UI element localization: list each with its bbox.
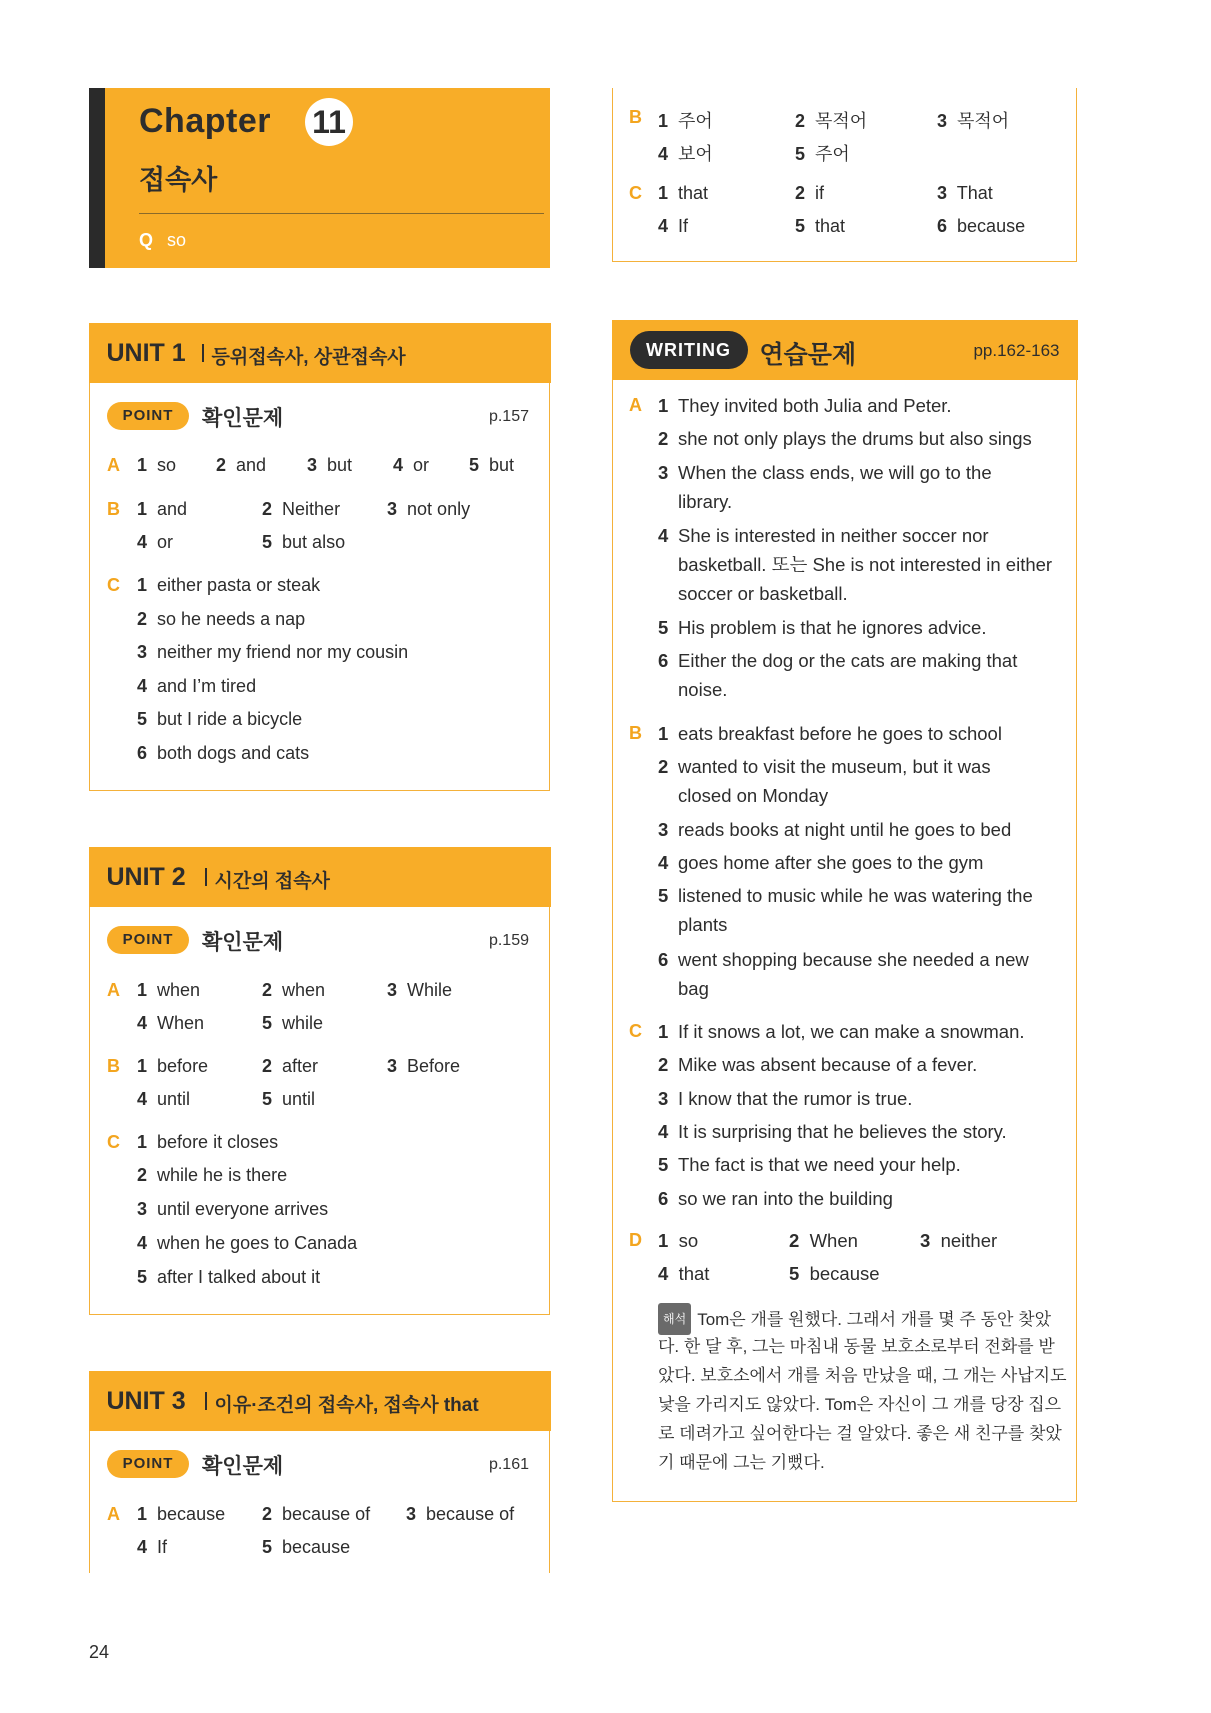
unit3-continuation-box <box>612 88 1077 262</box>
unit2-b-3: 3 Before <box>387 1056 461 1076</box>
unit1-c-2: 2 so he needs a nap <box>137 609 306 629</box>
writing-c-num-4: 4 <box>658 1121 669 1142</box>
unit2-divider <box>205 868 207 886</box>
unit1-c-3: 3 neither my friend nor my cousin <box>137 642 409 662</box>
writing-b-num-6: 6 <box>658 949 669 970</box>
translation-line-6: 기 때문에 그는 기뻤다. <box>658 1453 825 1472</box>
chapter-label: Chapter <box>139 102 271 140</box>
unit1-box <box>89 323 550 791</box>
writing-b-2-line1: wanted to visit the museum, but it was <box>678 756 991 777</box>
translation-line-2: 다. 한 달 후, 그는 마침내 동물 보호소로부터 전화를 받 <box>658 1337 1055 1356</box>
writing-a-4-line2: basketball. 또는 She is not interested in either <box>678 554 1053 575</box>
writing-c-3: I know that the rumor is true. <box>678 1088 913 1109</box>
unit3-a-5: 5 because <box>262 1537 351 1557</box>
unit2-title: UNIT 2 <box>106 863 186 891</box>
unit3-c-6: 6 because <box>937 216 1026 236</box>
writing-b-num-5: 5 <box>658 885 669 906</box>
writing-d-4: 4 that <box>658 1263 710 1284</box>
unit2-c-3: 3 until everyone arrives <box>137 1199 329 1219</box>
unit3-c-1: 1 that <box>658 183 709 203</box>
writing-d-letter: D <box>629 1230 642 1250</box>
chapter-number: 11 <box>305 98 353 146</box>
unit1-c-letter: C <box>107 575 120 595</box>
writing-a-num-4: 4 <box>658 525 669 546</box>
writing-b-num-2: 2 <box>658 756 669 777</box>
unit2-a-letter: A <box>107 980 120 1000</box>
unit1-a-1: 1 so <box>137 455 177 475</box>
unit3-title: UNIT 3 <box>106 1387 186 1415</box>
writing-b-6-line1: went shopping because she needed a new <box>678 949 1029 970</box>
writing-d-5: 5 because <box>789 1263 880 1284</box>
unit3-page-ref: p.161 <box>488 1456 529 1473</box>
writing-b-num-4: 4 <box>658 852 669 873</box>
unit1-subtitle: 등위접속사, 상관접속사 <box>211 347 406 368</box>
translation-line-3: 았다. 보호소에서 개를 처음 만났을 때, 그 개는 사납지도 <box>658 1366 1067 1385</box>
writing-b-letter: B <box>629 723 642 743</box>
writing-b-num-1: 1 <box>658 723 669 744</box>
unit1-title: UNIT 1 <box>106 339 186 367</box>
writing-c-num-3: 3 <box>658 1088 669 1109</box>
unit1-a-letter: A <box>107 455 120 475</box>
unit2-a-4: 4 When <box>137 1013 205 1033</box>
writing-a-num-2: 2 <box>658 428 669 449</box>
writing-c-num-1: 1 <box>658 1021 669 1042</box>
writing-a-6-line1: Either the dog or the cats are making that <box>678 650 1018 671</box>
unit2-point-badge: POINT <box>107 926 189 954</box>
unit2-b-2: 2 after <box>262 1056 319 1076</box>
unit1-c-6: 6 both dogs and cats <box>137 743 310 763</box>
unit1-page-ref: p.157 <box>488 408 529 425</box>
unit1-b-2: 2 Neither <box>262 499 341 519</box>
writing-a-num-6: 6 <box>658 650 669 671</box>
unit2-a-5: 5 while <box>262 1013 324 1033</box>
unit2-a-3: 3 While <box>387 980 453 1000</box>
unit1-a-4: 4 or <box>393 455 430 475</box>
writing-b-5-line1: listened to music while he was watering the <box>678 885 1033 906</box>
unit1-c-1: 1 either pasta or steak <box>137 575 321 595</box>
writing-d-3: 3 neither <box>920 1230 998 1251</box>
unit3-c-4: 4 If <box>658 216 689 236</box>
translation-line-5: 로 데려가고 싶어한다는 걸 알았다. 좋은 새 친구를 찾았 <box>658 1424 1062 1443</box>
unit1-c-5: 5 but I ride a bicycle <box>137 709 303 729</box>
translation-line-1: 해석 Tom은 개를 원했다. 그래서 개를 몇 주 동안 찾았 <box>658 1303 1051 1335</box>
writing-title: 연습문제 <box>759 341 857 369</box>
unit1-c-4: 4 and I’m tired <box>137 676 257 696</box>
unit3-b-2: 2 목적어 <box>795 111 868 131</box>
unit3-c-letter: C <box>629 183 642 203</box>
writing-b-1: eats breakfast before he goes to school <box>678 723 1002 744</box>
writing-a-2: she not only plays the drums but also sings <box>678 428 1032 449</box>
unit3-point-title: 확인문제 <box>202 1455 284 1478</box>
unit1-point-badge: POINT <box>107 402 189 430</box>
unit3-b-3: 3 목적어 <box>937 111 1010 131</box>
writing-c-4: It is surprising that he believes the story. <box>678 1121 1007 1142</box>
unit2-subtitle: 시간의 접속사 <box>214 871 330 892</box>
unit2-c-letter: C <box>107 1132 120 1152</box>
unit3-header <box>89 1371 551 1431</box>
unit1-a-3: 3 but <box>307 455 353 475</box>
unit1-point-title: 확인문제 <box>202 407 284 430</box>
translation-line-4: 낯을 가리지도 않았다. Tom은 자신이 그 개를 당장 집으 <box>658 1395 1062 1414</box>
writing-c-2: Mike was absent because of a fever. <box>678 1054 978 1075</box>
unit2-c-5: 5 after I talked about it <box>137 1267 321 1287</box>
unit3-subtitle: 이유·조건의 접속사, 접속사 that <box>214 1395 479 1416</box>
writing-box <box>612 320 1077 1502</box>
writing-page-ref: pp.162-163 <box>973 341 1060 360</box>
chapter-header <box>89 88 550 268</box>
writing-a-num-5: 5 <box>658 617 669 638</box>
unit3-a-2: 2 because of <box>262 1504 371 1524</box>
unit2-c-2: 2 while he is there <box>137 1165 288 1185</box>
writing-c-num-6: 6 <box>658 1188 669 1209</box>
unit2-page-ref: p.159 <box>488 932 529 949</box>
writing-a-3-line1: When the class ends, we will go to the <box>678 462 992 483</box>
unit3-point-badge: POINT <box>107 1450 189 1478</box>
unit1-b-3: 3 not only <box>387 499 471 519</box>
writing-a-4-line1: She is interested in neither soccer nor <box>678 525 989 546</box>
writing-c-5: The fact is that we need your help. <box>678 1154 961 1175</box>
unit3-box <box>89 1371 550 1573</box>
unit2-box <box>89 847 550 1315</box>
writing-c-num-5: 5 <box>658 1154 669 1175</box>
writing-b-5-line2: plants <box>678 914 728 935</box>
writing-b-6-line2: bag <box>678 978 709 999</box>
unit2-header <box>89 847 551 907</box>
unit3-b-4: 4 보어 <box>658 144 713 164</box>
writing-c-1: If it snows a lot, we can make a snowman. <box>678 1021 1025 1042</box>
chapter-subtitle: 접속사 <box>139 165 218 195</box>
writing-a-5: His problem is that he ignores advice. <box>678 617 987 638</box>
unit1-a-5: 5 but <box>469 455 515 475</box>
unit3-a-3: 3 because of <box>406 1504 515 1524</box>
writing-a-num-1: 1 <box>658 395 669 416</box>
writing-b-num-3: 3 <box>658 819 669 840</box>
writing-c-num-2: 2 <box>658 1054 669 1075</box>
unit2-a-2: 2 when <box>262 980 326 1000</box>
unit2-b-1: 1 before <box>137 1056 209 1076</box>
writing-d-2: 2 When <box>789 1230 858 1251</box>
writing-a-6-line2: noise. <box>678 679 728 700</box>
writing-a-3-line2: library. <box>678 491 733 512</box>
chapter-divider <box>139 213 544 214</box>
unit2-b-letter: B <box>107 1056 120 1076</box>
writing-b-2-line2: closed on Monday <box>678 785 829 806</box>
unit3-c-5: 5 that <box>795 216 846 236</box>
unit3-b-1: 1 주어 <box>658 111 713 131</box>
writing-badge: WRITING <box>630 331 748 369</box>
writing-a-num-3: 3 <box>658 462 669 483</box>
unit2-c-1: 1 before it closes <box>137 1132 279 1152</box>
unit2-point-title: 확인문제 <box>202 931 284 954</box>
unit3-a-4: 4 If <box>137 1537 168 1557</box>
unit1-b-letter: B <box>107 499 120 519</box>
unit3-divider <box>205 1392 207 1410</box>
chapter-q-label: Q <box>139 230 154 250</box>
unit2-b-5: 5 until <box>262 1089 316 1109</box>
unit1-divider <box>202 344 204 362</box>
translation-badge: 해석 <box>658 1303 691 1335</box>
unit1-a-2: 2 and <box>216 455 267 475</box>
unit1-b-1: 1 and <box>137 499 188 519</box>
chapter-q-answer: so <box>167 230 187 250</box>
unit1-b-5: 5 but also <box>262 532 346 552</box>
unit1-b-4: 4 or <box>137 532 174 552</box>
writing-header <box>612 320 1078 380</box>
unit3-b-5: 5 주어 <box>795 144 850 164</box>
unit2-c-4: 4 when he goes to Canada <box>137 1233 358 1253</box>
unit3-c-3: 3 That <box>937 183 993 203</box>
writing-a-letter: A <box>629 395 642 415</box>
unit3-a-1: 1 because <box>137 1504 226 1524</box>
page-number: 24 <box>89 1642 110 1662</box>
unit2-b-4: 4 until <box>137 1089 191 1109</box>
writing-c-letter: C <box>629 1021 642 1041</box>
writing-a-1: They invited both Julia and Peter. <box>678 395 952 416</box>
unit3-c-2: 2 if <box>795 183 825 203</box>
writing-b-4: goes home after she goes to the gym <box>678 852 984 873</box>
writing-b-3: reads books at night until he goes to bed <box>678 819 1012 840</box>
writing-c-6: so we ran into the building <box>678 1188 893 1209</box>
unit1-header <box>89 323 551 383</box>
unit3-b-letter: B <box>629 107 642 127</box>
unit2-a-1: 1 when <box>137 980 201 1000</box>
writing-d-1: 1 so <box>658 1230 699 1251</box>
unit3-a-letter: A <box>107 1504 120 1524</box>
writing-a-4-line3: soccer or basketball. <box>678 583 848 604</box>
